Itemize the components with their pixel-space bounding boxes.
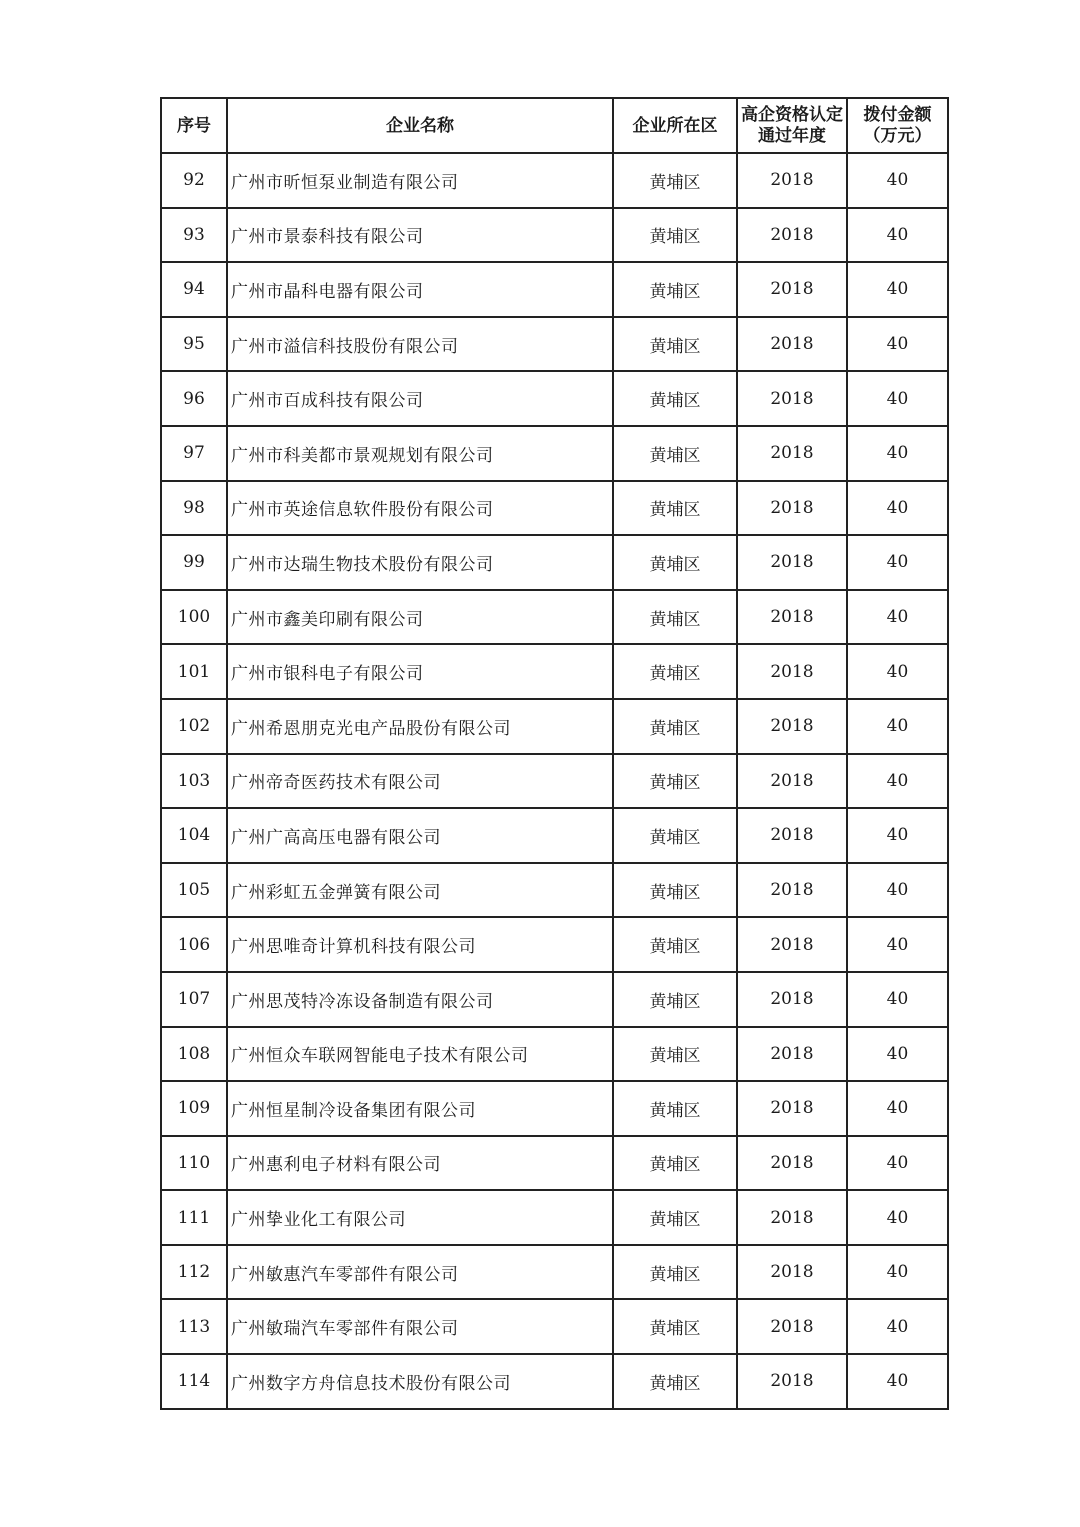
company-name-cell: 广州市银科电子有限公司 [227, 644, 613, 699]
row-number-cell: 94 [161, 262, 227, 317]
subsidy-amount-cell: 40 [847, 317, 948, 372]
certification-year-cell: 2018 [737, 426, 847, 481]
table-row [161, 208, 948, 263]
certification-year-cell: 2018 [737, 917, 847, 972]
subsidy-amount-cell: 40 [847, 1190, 948, 1245]
certification-year-cell: 2018 [737, 644, 847, 699]
subsidy-amount-cell: 40 [847, 153, 948, 208]
subsidy-amount-cell: 40 [847, 1245, 948, 1300]
certification-year-cell: 2018 [737, 208, 847, 263]
table-row [161, 590, 948, 645]
district-cell: 黄埔区 [613, 1354, 737, 1409]
district-cell: 黄埔区 [613, 208, 737, 263]
district-cell: 黄埔区 [613, 371, 737, 426]
table-row [161, 317, 948, 372]
district-cell: 黄埔区 [613, 153, 737, 208]
district-cell: 黄埔区 [613, 1136, 737, 1191]
subsidy-amount-cell: 40 [847, 1081, 948, 1136]
row-number-cell: 100 [161, 590, 227, 645]
company-name-cell: 广州市鑫美印刷有限公司 [227, 590, 613, 645]
table-row [161, 1299, 948, 1354]
company-name-cell: 广州惠利电子材料有限公司 [227, 1136, 613, 1191]
certification-year-cell: 2018 [737, 535, 847, 590]
district-cell: 黄埔区 [613, 481, 737, 536]
certification-year-cell: 2018 [737, 754, 847, 809]
row-number-cell: 114 [161, 1354, 227, 1409]
certification-year-cell: 2018 [737, 863, 847, 918]
company-name-cell: 广州恒星制冷设备集团有限公司 [227, 1081, 613, 1136]
company-name-cell: 广州广高高压电器有限公司 [227, 808, 613, 863]
subsidy-amount-cell: 40 [847, 1027, 948, 1082]
table-row [161, 754, 948, 809]
table-row [161, 808, 948, 863]
subsidy-amount-cell: 40 [847, 863, 948, 918]
district-cell: 黄埔区 [613, 262, 737, 317]
row-number-cell: 103 [161, 754, 227, 809]
table-row [161, 1027, 948, 1082]
certification-year-cell: 2018 [737, 808, 847, 863]
company-name-cell: 广州希恩朋克光电产品股份有限公司 [227, 699, 613, 754]
row-number-cell: 96 [161, 371, 227, 426]
certification-year-cell: 2018 [737, 1027, 847, 1082]
header-amount: 拨付金额（万元） [847, 98, 948, 153]
enterprise-subsidy-table [160, 97, 949, 1410]
company-name-cell: 广州市百成科技有限公司 [227, 371, 613, 426]
subsidy-amount-cell: 40 [847, 808, 948, 863]
table-row [161, 153, 948, 208]
district-cell: 黄埔区 [613, 1190, 737, 1245]
row-number-cell: 110 [161, 1136, 227, 1191]
certification-year-cell: 2018 [737, 481, 847, 536]
subsidy-amount-cell: 40 [847, 426, 948, 481]
row-number-cell: 105 [161, 863, 227, 918]
table-row [161, 1354, 948, 1409]
company-name-cell: 广州市达瑞生物技术股份有限公司 [227, 535, 613, 590]
company-name-cell: 广州思茂特冷冻设备制造有限公司 [227, 972, 613, 1027]
district-cell: 黄埔区 [613, 972, 737, 1027]
subsidy-amount-cell: 40 [847, 754, 948, 809]
row-number-cell: 109 [161, 1081, 227, 1136]
certification-year-cell: 2018 [737, 1299, 847, 1354]
table-row [161, 644, 948, 699]
certification-year-cell: 2018 [737, 317, 847, 372]
row-number-cell: 98 [161, 481, 227, 536]
table-row [161, 863, 948, 918]
company-name-cell: 广州市昕恒泵业制造有限公司 [227, 153, 613, 208]
certification-year-cell: 2018 [737, 1081, 847, 1136]
certification-year-cell: 2018 [737, 699, 847, 754]
company-name-cell: 广州市科美都市景观规划有限公司 [227, 426, 613, 481]
company-name-cell: 广州恒众车联网智能电子技术有限公司 [227, 1027, 613, 1082]
row-number-cell: 107 [161, 972, 227, 1027]
row-number-cell: 104 [161, 808, 227, 863]
subsidy-amount-cell: 40 [847, 208, 948, 263]
district-cell: 黄埔区 [613, 590, 737, 645]
company-name-cell: 广州思唯奇计算机科技有限公司 [227, 917, 613, 972]
table-row [161, 426, 948, 481]
table-row [161, 535, 948, 590]
row-number-cell: 99 [161, 535, 227, 590]
subsidy-amount-cell: 40 [847, 972, 948, 1027]
company-name-cell: 广州彩虹五金弹簧有限公司 [227, 863, 613, 918]
table-row [161, 481, 948, 536]
certification-year-cell: 2018 [737, 1190, 847, 1245]
subsidy-amount-cell: 40 [847, 644, 948, 699]
company-name-cell: 广州敏瑞汽车零部件有限公司 [227, 1299, 613, 1354]
header-name: 企业名称 [227, 98, 613, 153]
header-year: 高企资格认定通过年度 [737, 98, 847, 153]
table-row [161, 1190, 948, 1245]
subsidy-amount-cell: 40 [847, 371, 948, 426]
district-cell: 黄埔区 [613, 535, 737, 590]
table-row [161, 917, 948, 972]
table-row [161, 1136, 948, 1191]
row-number-cell: 93 [161, 208, 227, 263]
certification-year-cell: 2018 [737, 972, 847, 1027]
table-header [161, 98, 948, 153]
subsidy-amount-cell: 40 [847, 262, 948, 317]
row-number-cell: 108 [161, 1027, 227, 1082]
certification-year-cell: 2018 [737, 1136, 847, 1191]
company-name-cell: 广州帝奇医药技术有限公司 [227, 754, 613, 809]
header-district: 企业所在区 [613, 98, 737, 153]
company-name-cell: 广州市晶科电器有限公司 [227, 262, 613, 317]
district-cell: 黄埔区 [613, 1027, 737, 1082]
certification-year-cell: 2018 [737, 590, 847, 645]
company-name-cell: 广州数字方舟信息技术股份有限公司 [227, 1354, 613, 1409]
header-no: 序号 [161, 98, 227, 153]
district-cell: 黄埔区 [613, 644, 737, 699]
table-row [161, 371, 948, 426]
subsidy-amount-cell: 40 [847, 699, 948, 754]
table-row [161, 972, 948, 1027]
district-cell: 黄埔区 [613, 699, 737, 754]
row-number-cell: 113 [161, 1299, 227, 1354]
table-row [161, 262, 948, 317]
subsidy-amount-cell: 40 [847, 481, 948, 536]
table-row [161, 1081, 948, 1136]
row-number-cell: 102 [161, 699, 227, 754]
certification-year-cell: 2018 [737, 262, 847, 317]
subsidy-amount-cell: 40 [847, 1354, 948, 1409]
certification-year-cell: 2018 [737, 153, 847, 208]
subsidy-amount-cell: 40 [847, 1136, 948, 1191]
table-body [161, 153, 948, 1409]
subsidy-amount-cell: 40 [847, 1299, 948, 1354]
document-page [160, 97, 947, 1410]
district-cell: 黄埔区 [613, 317, 737, 372]
row-number-cell: 106 [161, 917, 227, 972]
company-name-cell: 广州市景泰科技有限公司 [227, 208, 613, 263]
district-cell: 黄埔区 [613, 1081, 737, 1136]
subsidy-amount-cell: 40 [847, 590, 948, 645]
certification-year-cell: 2018 [737, 371, 847, 426]
company-name-cell: 广州市溢信科技股份有限公司 [227, 317, 613, 372]
row-number-cell: 111 [161, 1190, 227, 1245]
district-cell: 黄埔区 [613, 863, 737, 918]
header-row [161, 98, 948, 153]
table-row [161, 1245, 948, 1300]
district-cell: 黄埔区 [613, 917, 737, 972]
district-cell: 黄埔区 [613, 754, 737, 809]
district-cell: 黄埔区 [613, 808, 737, 863]
row-number-cell: 112 [161, 1245, 227, 1300]
row-number-cell: 92 [161, 153, 227, 208]
table-row [161, 699, 948, 754]
company-name-cell: 广州敏惠汽车零部件有限公司 [227, 1245, 613, 1300]
subsidy-amount-cell: 40 [847, 535, 948, 590]
district-cell: 黄埔区 [613, 1299, 737, 1354]
district-cell: 黄埔区 [613, 1245, 737, 1300]
row-number-cell: 97 [161, 426, 227, 481]
subsidy-amount-cell: 40 [847, 917, 948, 972]
row-number-cell: 101 [161, 644, 227, 699]
company-name-cell: 广州挚业化工有限公司 [227, 1190, 613, 1245]
company-name-cell: 广州市英途信息软件股份有限公司 [227, 481, 613, 536]
certification-year-cell: 2018 [737, 1245, 847, 1300]
certification-year-cell: 2018 [737, 1354, 847, 1409]
district-cell: 黄埔区 [613, 426, 737, 481]
row-number-cell: 95 [161, 317, 227, 372]
